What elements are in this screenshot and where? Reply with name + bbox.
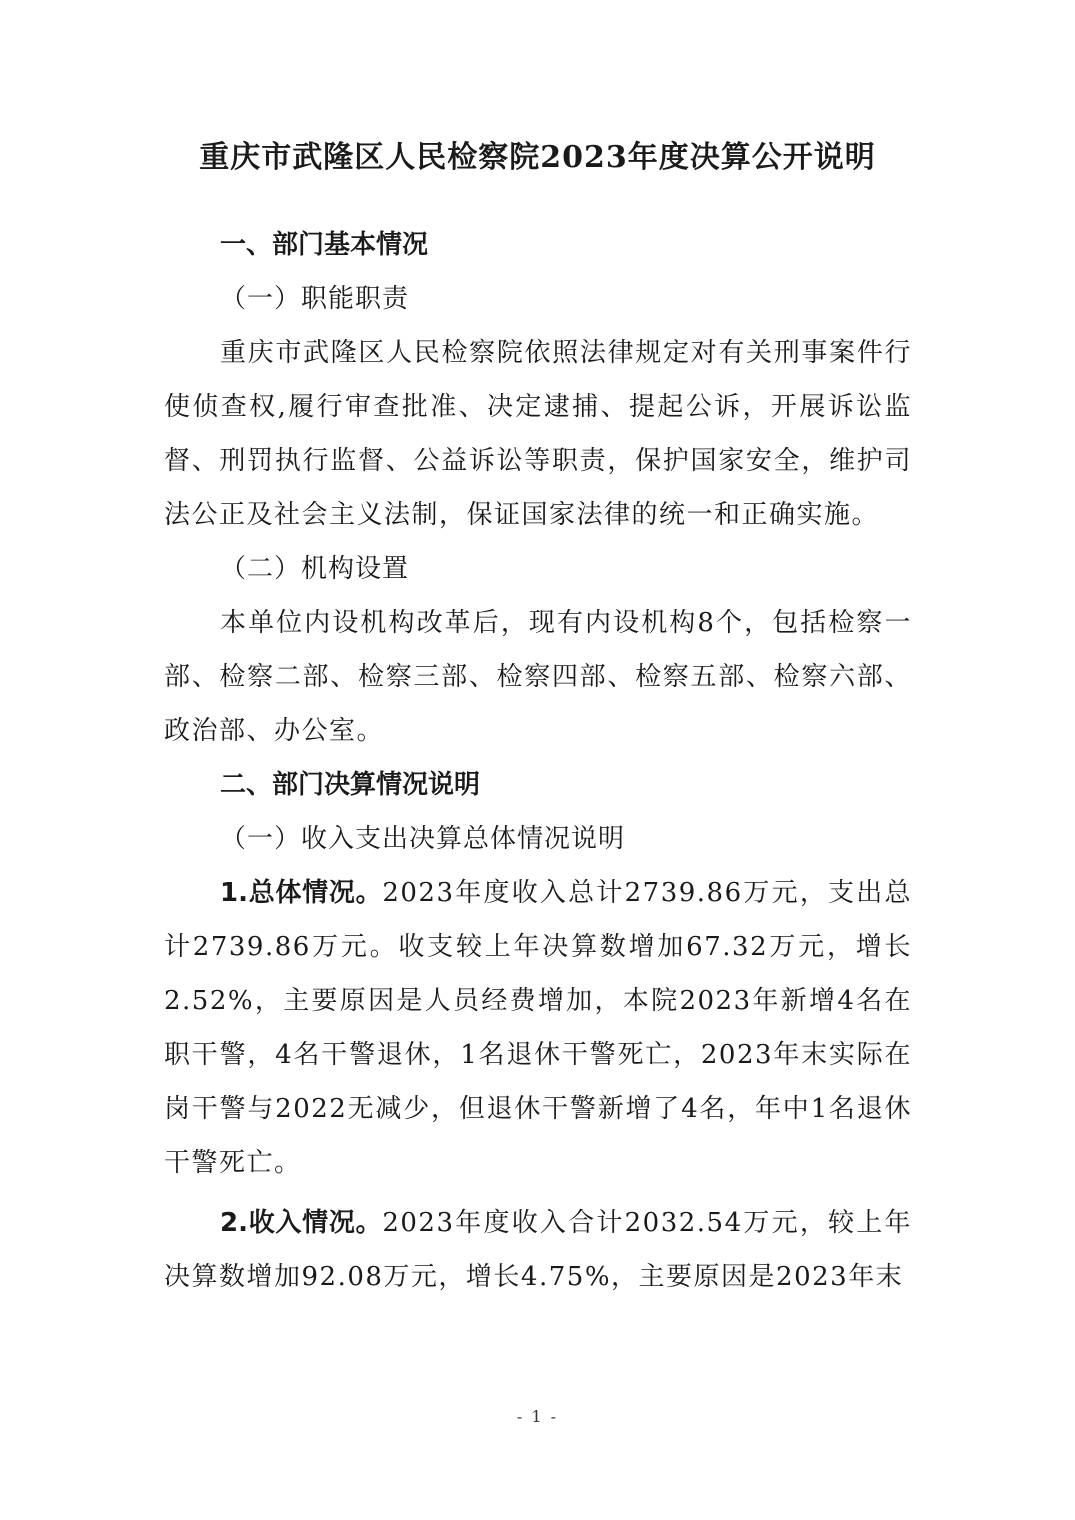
section-heading-basic-info: 一、部门基本情况 <box>220 230 429 260</box>
paragraph-overall-text: 2023年度收入总计2739.86万元，支出总计2739.86万元。收支较上年决算数增加67.32万元，增长2.52%，主要原因是人员经费增加，本院2023年新增4名在职干警，4名干警退休，1名退休干警死亡，2023年末实际在岗干警与2022无减少，但退休干警新增了4名，年中1名退休干警死亡。 <box>164 878 913 1178</box>
section-heading-final-accounts: 二、部门决算情况说明 <box>220 770 481 800</box>
subsection-heading-income-expense: （一）收入支出决算总体情况说明 <box>220 824 626 854</box>
document-body <box>164 218 912 1304</box>
paragraph-income-lead: 2.收入情况。 <box>220 1208 383 1238</box>
paragraph-overall <box>164 866 912 1190</box>
document-title: 重庆市武隆区人民检察院2023年度决算公开说明 <box>199 140 876 175</box>
paragraph-functions: 重庆市武隆区人民检察院依照法律规定对有关刑事案件行使侦查权,履行审查批准、决定逮捕、提起公诉，开展诉讼监督、刑罚执行监督、公益诉讼等职责，保护国家安全，维护司法公正及社会主义法制，保证国家法律的统一和正确实施。 <box>164 338 912 530</box>
subsection-heading-organization: （二）机构设置 <box>220 554 410 584</box>
page-number: - 1 - <box>516 1407 559 1426</box>
paragraph-income-text: 2023年度收入合计2032.54万元，较上年决算数增加92.08万元，增长4.75%，主要原因是2023年末 <box>164 1208 913 1292</box>
paragraph-organization: 本单位内设机构改革后，现有内设机构8个，包括检察一部、检察二部、检察三部、检察四部、检察五部、检察六部、政治部、办公室。 <box>164 608 912 746</box>
paragraph-income <box>164 1196 912 1304</box>
subsection-heading-functions: （一）职能职责 <box>220 284 410 314</box>
paragraph-overall-lead: 1.总体情况。 <box>220 878 383 908</box>
